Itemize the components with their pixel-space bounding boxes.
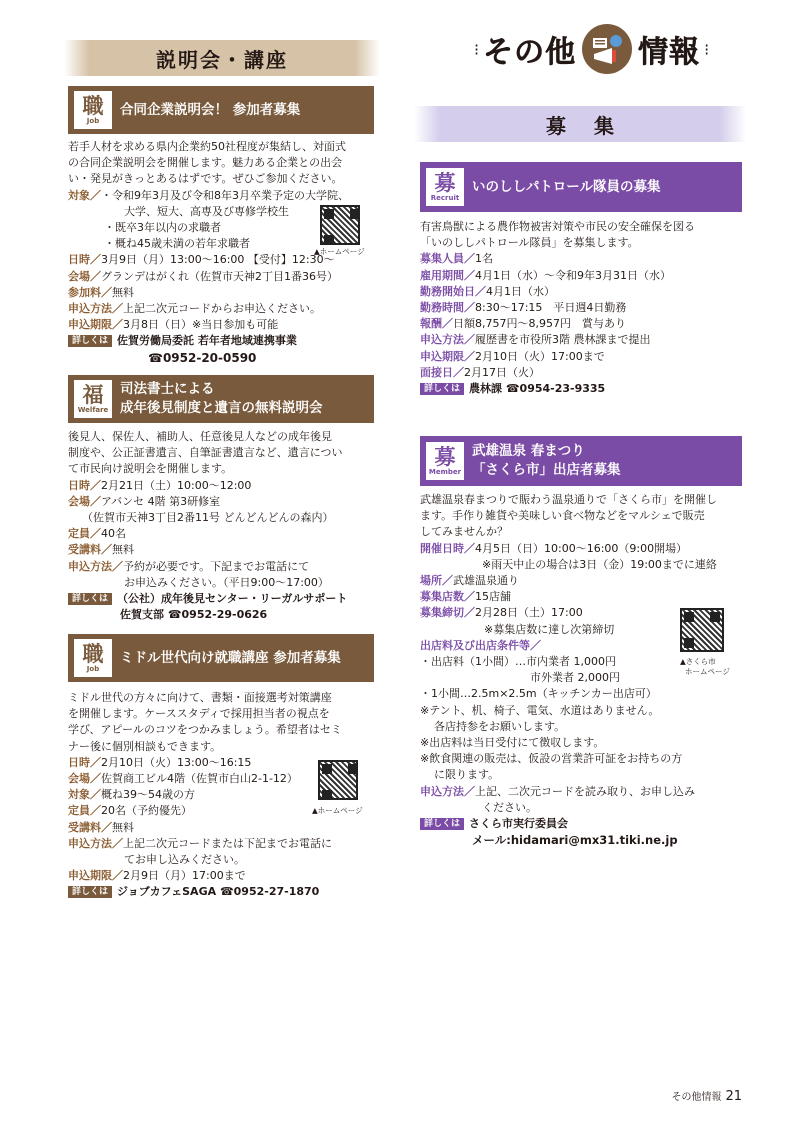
sparkle-icon: ⁝ [474,39,480,59]
footer-label: その他情報 [671,1092,722,1103]
middle-career-title: ミドル世代向け就職講座 参加者募集 [120,649,341,666]
middle-career-qr-code[interactable] [318,760,358,800]
legal-seminar-title-2: 成年後見制度と遺言の無料説明会 [120,400,323,416]
sparkle-icon: ⁝ [704,39,710,59]
middle-career-body: ミドル世代の方々に向けて、書類・面接選考対策講座 を開催します。ケーススタディで採用担当者の視点を 学び、アピールのコツをつかみましょう。希望者はセミ ナー後に個別相談もできます。 日時／2月10日（火）13:00～16:15 会場／佐賀商工ビル4階（佐賀市白山2-1-12） 対象／概ね39～54歳の方 定員／20名（予約優先） 受講料／無料 申込方法／上記二次元コードまたは下記までお電話に てお申し込みください。 申込期限／2月9日（月）17:00まで 詳しくは ジョブカフェSAGA ☎0952-27-1870 [68,691,342,899]
boar-patrol-body: 有害鳥獣による農作物被害対策や市民の安全確保を図る 「いのししパトロール隊員」を募集します。 募集人員／1名 雇用期間／4月1日（水）～令和9年3月31日（水） 勤務開始日／4月1日（水） 勤務時間／8:30～17:15 平日週4日勤務 報酬／日額8,757円～8,957円 賞与あり 申込方法／履歴書を市役所3階 農林課まで提出 申込期限／2月10日（火）17:00まで 面接日／2月17日（火） 詳しくは 農林課 ☎0954-23-9335 [420,220,695,396]
page-footer [671,1088,742,1104]
job-badge: 職 Job [74,91,112,129]
sakura-market-body: 武雄温泉春まつりで賑わう温泉通りで「さくら市」を開催し ます。手作り雑貨や美味しい食べ物などをマルシェで販売 してみませんか？ 開催日時／4月5日（日）10:00～16:00（9:00開場） ※雨天中止の場合は3日（金）19:00までに連絡 場所／武雄温泉通り 募集店数／15店舗 募集締切／2月28日（土）17:00 ※募集店数に達し次第締切 出店料及び出店条件等／ ・出店料（1小間）…市内業者 1,000円 市外業者 2,000円 ・1小間…2.5m×2.5m（キッチンカー出店可） ※テント、机、椅子、電気、水道はありません。 各店持参をお願いします。 ※出店料は当日受付にて徴収します。 ※飲食関連の販売は、仮設の営業許可証をお持ちの方 に限ります。 申込方法／上記、二次元コードを読み取り、お申し込み ください。 詳しくは さくら市実行委員会 メール:hidamari@mx31.tiki.ne.jp [420,493,717,848]
middle-career-qr-caption: ▲ホームページ [312,806,363,815]
job-fair-qr-caption: ▲ホームページ [314,247,365,256]
sakura-market-qr-caption-1: ▲さくら市 [680,657,716,666]
job-fair-title: 合同企業説明会！ 参加者募集 [120,101,301,118]
section-heading-text: 募集 [546,113,642,138]
legal-seminar-title-bar [68,375,374,423]
title-right: 情報 [638,35,701,70]
sakura-market-title-1: 武雄温泉 春まつり [472,443,585,459]
legal-seminar-title-1: 司法書士による [120,381,215,397]
recruit-badge: 募 Recruit [426,168,464,206]
sakura-market-qr-caption-2: ホームページ [685,667,730,676]
member-badge: 募 Member [426,442,464,480]
megaphone-icon [582,24,632,74]
section-heading-recruit [414,106,746,142]
boar-patrol-title-bar [420,162,742,212]
welfare-badge: 福 Welfare [74,380,112,418]
sakura-market-title-bar [420,436,742,486]
legal-seminar-body: 後見人、保佐人、補助人、任意後見人などの成年後見 制度や、公正証書遺言、自筆証書遺言など、遺言につい て市民向け説明会を開催します。 日時／2月21日（土）10:00～12:00 会場／アバンセ 4階 第3研修室 （佐賀市天神3丁目2番11号 どんどんどんの森内） 定員／40名 受講料／無料 申込方法／予約が必要です。下記までお電話にて お申込みください。（平日9:00～17:00） 詳しくは （公社）成年後見センター・リーガルサポート 佐賀支部 ☎0952-29-0626 [68,430,348,622]
job-fair-title-bar [68,86,374,134]
job-fair-qr-code[interactable] [320,205,360,245]
boar-patrol-title: いのししパトロール隊員の募集 [472,178,661,195]
title-left: その他 [483,35,577,70]
page-category-title [470,18,770,80]
page-number: 21 [725,1089,742,1104]
sakura-market-title-2: 「さくら市」出店者募集 [472,462,621,478]
job-fair-body: 若手人材を求める県内企業約50社程度が集結し、対面式 の合同企業説明会を開催します。魅力ある企業との出会 い・発見がきっとあるはずです。ぜひご参加ください。 対象／・令和9年3月及び令和8年3月卒業予定の大学院、 大学、短大、高専及び専修学校生 ・既卒3年以内の求職者 ・概ね45歳未満の若年求職者 日時／3月9日（月）13:00～16:00 【受付】12:30～ 会場／グランデはがくれ（佐賀市天神2丁目1番36号） 参加料／無料 申込方法／上記二次元コードからお申込ください。 申込期限／3月8日（日）※当日参加も可能 詳しくは 佐賀労働局委託 若年者地域連携事業 ☎0952-20-0590 [68,140,349,365]
section-heading-seminars [64,40,380,76]
sakura-market-qr-code[interactable] [680,608,724,652]
job-badge: 職 Job [74,639,112,677]
section-heading-text: 説明会・講座 [156,47,288,72]
middle-career-title-bar [68,634,374,682]
